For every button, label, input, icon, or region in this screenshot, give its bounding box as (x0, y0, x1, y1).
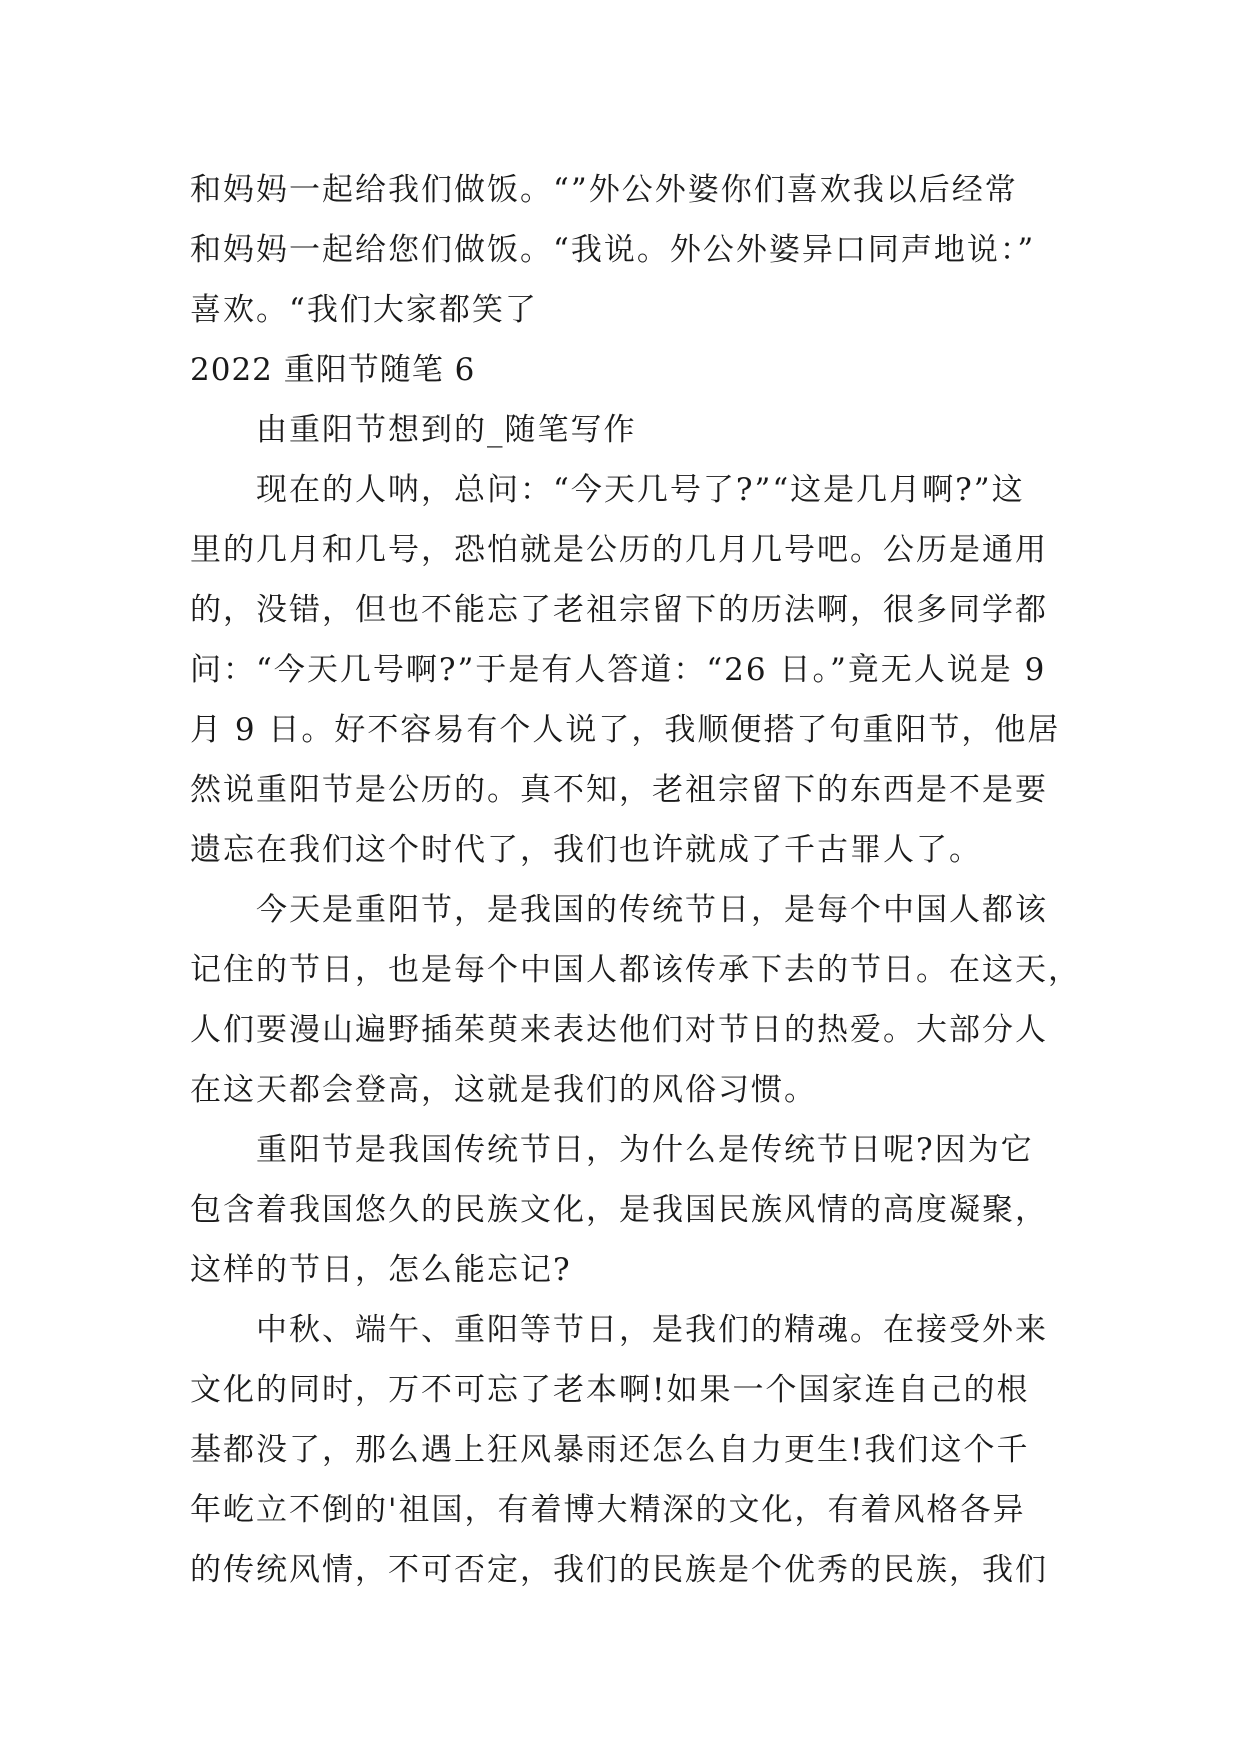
paragraph-line: 今天是重阳节，是我国的传统节日，是每个中国人都该 (256, 892, 1048, 928)
paragraph-line: 包含着我国悠久的民族文化，是我国民族风情的高度凝聚， (190, 1192, 1048, 1228)
paragraph-line: 然说重阳节是公历的。真不知，老祖宗留下的东西是不是要 (190, 772, 1048, 808)
document-body (190, 160, 1081, 1600)
paragraph-3 (190, 1120, 1050, 1300)
paragraph-line: 问：“今天几号啊?”于是有人答道：“26 日。”竟无人说是 9 (190, 652, 1047, 688)
paragraph-2 (190, 880, 1081, 1120)
paragraph-4 (190, 1300, 1050, 1600)
paragraph-line: 的传统风情，不可否定，我们的民族是个优秀的民族，我们 (190, 1552, 1048, 1588)
paragraph-line: 的，没错，但也不能忘了老祖宗留下的历法啊，很多同学都 (190, 592, 1048, 628)
paragraph-line: 重阳节是我国传统节日，为什么是传统节日呢?因为它 (256, 1132, 1034, 1168)
continuation-line: 喜欢。“我们大家都笑了 (190, 292, 538, 328)
paragraph-line: 基都没了，那么遇上狂风暴雨还怎么自力更生!我们这个千 (190, 1432, 1030, 1468)
paragraph-line: 记住的节日，也是每个中国人都该传承下去的节日。在这天， (190, 952, 1081, 988)
paragraph-line: 月 9 日。好不容易有个人说了，我顺便搭了句重阳节，他居 (190, 712, 1061, 748)
continuation-line: 和妈妈一起给我们做饭。“”外公外婆你们喜欢我以后经常 (190, 172, 1018, 208)
paragraph-line: 人们要漫山遍野插茱萸来表达他们对节日的热爱。大部分人 (190, 1012, 1048, 1048)
continuation-line: 和妈妈一起给您们做饭。“我说。外公外婆异口同声地说：” (190, 232, 1036, 268)
article-title: 由重阳节想到的_随笔写作 (256, 412, 637, 448)
paragraph-1 (190, 460, 1061, 880)
paragraph-line: 中秋、端午、重阳等节日，是我们的精魂。在接受外来 (256, 1312, 1048, 1348)
paragraph-line: 遗忘在我们这个时代了，我们也许就成了千古罪人了。 (190, 832, 982, 868)
paragraph-line: 这样的节日，怎么能忘记? (190, 1252, 572, 1288)
paragraph-line: 文化的同时，万不可忘了老本啊!如果一个国家连自己的根 (190, 1372, 1030, 1408)
section-title: 2022 重阳节随笔 6 (190, 352, 476, 388)
paragraph-line: 在这天都会登高，这就是我们的风俗习惯。 (190, 1072, 817, 1108)
paragraph-line: 年屹立不倒的'祖国，有着博大精深的文化，有着风格各异 (190, 1492, 1026, 1528)
paragraph-line: 现在的人呐，总问：“今天几号了?”“这是几月啊?”这 (256, 472, 1025, 508)
paragraph-line: 里的几月和几号，恐怕就是公历的几月几号吧。公历是通用 (190, 532, 1048, 568)
